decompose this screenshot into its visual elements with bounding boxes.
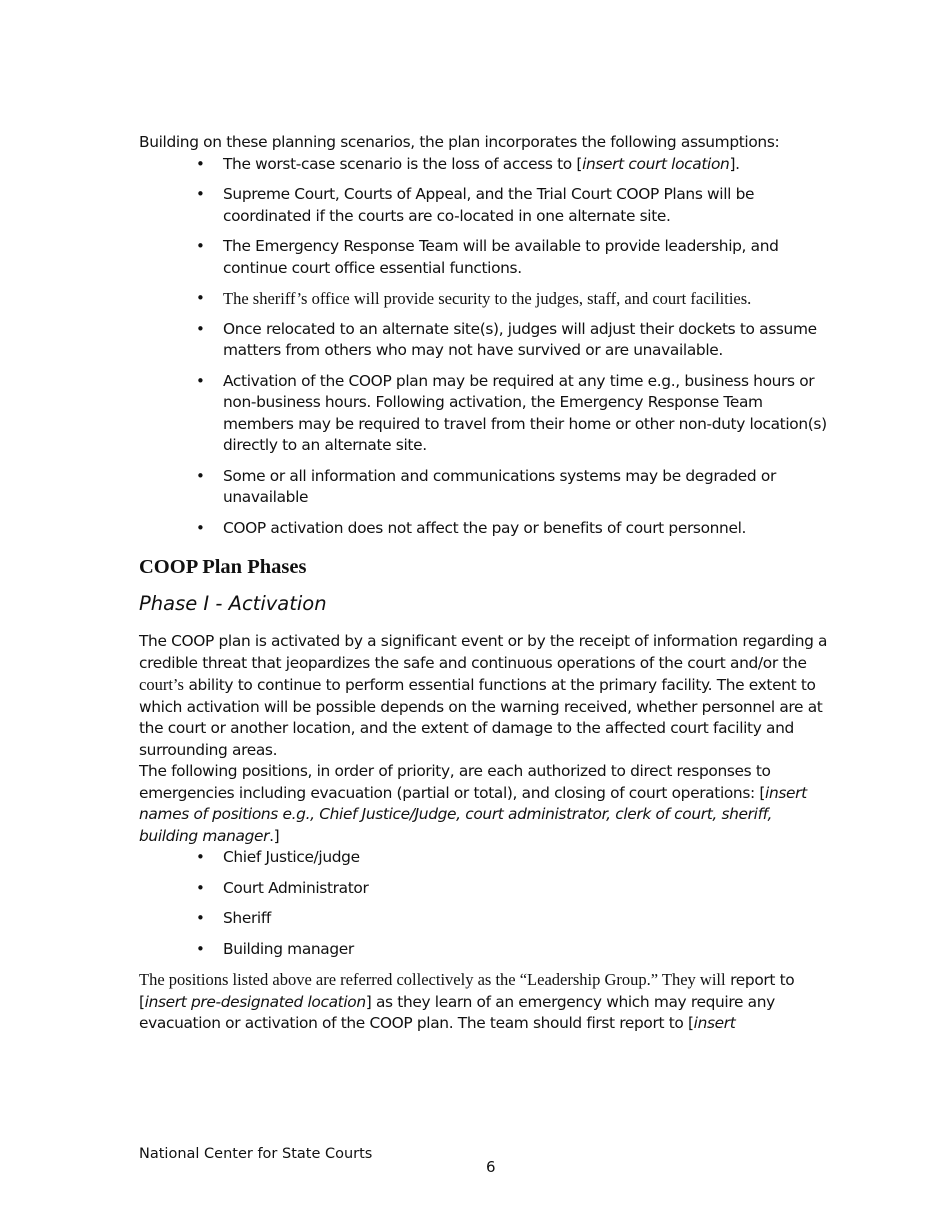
paragraph-text: report to [ [139, 971, 795, 1011]
assumptions-list [139, 154, 831, 540]
footer-organization: National Center for State Courts [139, 1146, 373, 1162]
assumption-item: • COOP activation does not affect the pay or benefits of court personnel. [139, 518, 831, 540]
assumption-text: The worst-case scenario is the loss of access to [ [223, 154, 583, 173]
position-item: • Building manager [139, 939, 831, 961]
assumption-item: • The sheriff’s office will provide security to the judges, staff, and court facilities. [139, 288, 831, 310]
paragraph-text: The COOP plan is activated by a significant event or by the receipt of information regarding a credible threat that jeopardizes the safe and continuous operations of the court and/or the [139, 632, 828, 672]
paragraph-text: court’s [139, 675, 184, 694]
assumption-item: • Once relocated to an alternate site(s), judges will adjust their dockets to assume matters from others who may not have survived or are unavailable. [139, 319, 831, 362]
leadership-paragraph [139, 969, 831, 1035]
placeholder-text: insert names of positions e.g., Chief Justice/Judge, court administrator, clerk of court, sheriff, building manager [139, 783, 807, 845]
intro-paragraph: Building on these planning scenarios, the plan incorporates the following assumptions: [139, 133, 780, 151]
position-item: • Court Administrator [139, 878, 831, 900]
paragraph-text: The following positions, in order of priority, are each authorized to direct responses to emergencies including evacuation (partial or total), and closing of court operations: [ [139, 762, 771, 802]
activation-paragraph [139, 631, 831, 761]
assumption-item: • Some or all information and communications systems may be degraded or unavailable [139, 466, 831, 509]
paragraph-text: The positions listed above are referred collectively as the “Leadership Group.” They will [139, 970, 726, 989]
assumption-item: • Activation of the COOP plan may be required at any time e.g., business hours or non-business hours. Following activation, the Emergency Response Team members may be required to travel from their home or other non-duty location(s) directly to an alternate site. [139, 371, 831, 457]
placeholder-text: insert court location [582, 154, 730, 173]
page-number: 6 [486, 1158, 496, 1176]
positions-paragraph [139, 761, 831, 847]
page-content [139, 132, 831, 1035]
position-item: • Chief Justice/judge [139, 847, 831, 869]
assumption-item: • The Emergency Response Team will be available to provide leadership, and continue court office essential functions. [139, 236, 831, 279]
position-item: • Sheriff [139, 908, 831, 930]
paragraph-text: ] as they learn of an emergency which may require any evacuation or activation of the COOP plan. The team should first report to [ [139, 992, 775, 1032]
placeholder-text: insert [693, 1014, 736, 1032]
paragraph-text: .] [269, 826, 280, 845]
paragraph-text: ability to continue to perform essential functions at the primary facility. The extent to which activation will be possible depends on the warning received, whether personnel are at the court or another location, and the extent of damage to the affected court facility and surrounding areas. [139, 676, 823, 759]
section-heading: COOP Plan Phases [139, 556, 307, 578]
assumption-text: ]. [729, 154, 740, 173]
assumption-item: • Supreme Court, Courts of Appeal, and the Trial Court COOP Plans will be coordinated if the courts are co-located in one alternate site. [139, 184, 831, 227]
positions-list [139, 847, 831, 960]
phase-heading: Phase I - Activation [139, 592, 327, 615]
placeholder-text: insert pre-designated location [144, 992, 366, 1011]
assumption-item [139, 154, 831, 176]
